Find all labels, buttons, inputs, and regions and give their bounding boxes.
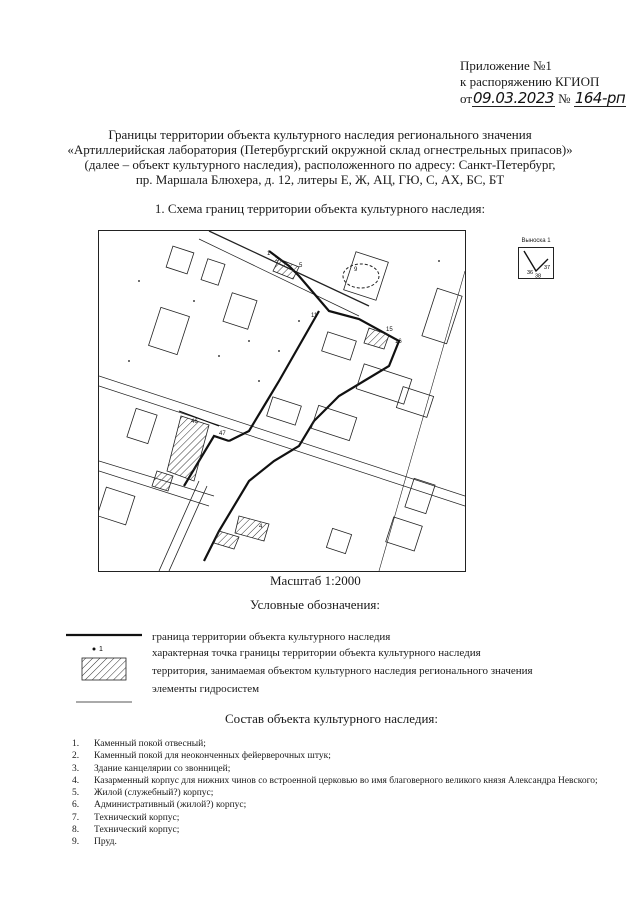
roads	[99, 231, 465, 571]
list-item: 8. Технический корпус;	[72, 825, 180, 836]
legend-territory-swatch	[82, 658, 126, 680]
map-scale: Масштаб 1:2000	[270, 573, 361, 588]
legend-item: элементы гидросистем	[152, 683, 260, 695]
composition-list	[72, 738, 602, 849]
buildings	[99, 246, 462, 553]
appendix-block	[460, 58, 626, 107]
svg-text:46: 46	[191, 419, 198, 425]
svg-text:5: 5	[299, 263, 303, 269]
svg-text:16: 16	[395, 339, 402, 345]
svg-text:11: 11	[311, 313, 318, 319]
legend-symbols	[66, 628, 142, 710]
map-drawing	[99, 231, 465, 571]
svg-text:37: 37	[544, 265, 551, 271]
svg-text:38: 38	[535, 273, 542, 279]
document-title	[60, 127, 580, 187]
legend-item: территория, занимаемая объектом культурного наследия регионального значения	[152, 665, 533, 677]
list-item: 4. Казарменный корпус для нижних чинов со встроенной церковью во имя благоверного великого князя Александра Невского;	[72, 775, 598, 786]
svg-text:15: 15	[386, 327, 393, 333]
svg-text:9: 9	[354, 267, 358, 273]
svg-text:36: 36	[527, 270, 534, 276]
callout-label: Выноска 1	[521, 238, 551, 244]
boundary-map	[98, 230, 466, 572]
composition-title: Состав объекта культурного наследия:	[225, 711, 439, 726]
from-label: от	[460, 91, 473, 106]
territory-boundary	[179, 251, 399, 561]
list-item: 9. Пруд.	[72, 837, 117, 848]
handwritten-date: 09.03.2023	[473, 89, 554, 107]
svg-text:1: 1	[267, 251, 271, 257]
callout-box	[512, 238, 560, 284]
callout-diagram	[518, 247, 554, 279]
list-item: 2. Каменный покой для неоконченных фейерверочных штук;	[72, 751, 331, 762]
svg-text:1: 1	[99, 646, 103, 653]
legend-point	[93, 648, 96, 651]
title-line: пр. Маршала Блюхера, д. 12, литеры Е, Ж, АЦ, ГЮ, С, АХ, БС, БТ	[135, 172, 505, 187]
map-labels	[191, 251, 402, 530]
title-line: Границы территории объекта культурного наследия регионального значения	[108, 127, 532, 142]
svg-text:2: 2	[275, 257, 279, 263]
appendix-line2: к распоряжению КГИОП	[460, 74, 600, 89]
list-item: 1. Каменный покой отвесный;	[72, 739, 206, 749]
handwritten-number: 164-рп	[574, 89, 626, 107]
legend-item: граница территории объекта культурного наследия	[152, 631, 391, 643]
list-item: 7. Технический корпус;	[72, 812, 180, 823]
svg-text:4: 4	[259, 524, 263, 530]
svg-text:47: 47	[219, 431, 226, 437]
park-dots	[128, 260, 440, 382]
legend-title: Условные обозначения:	[250, 597, 381, 612]
list-item: 3. Здание канцелярии со звонницей;	[72, 763, 231, 774]
legend-item: характерная точка границы территории объекта культурного наследия	[152, 647, 481, 659]
list-item: 5. Жилой (служебный?) корпус;	[72, 788, 214, 799]
number-label: №	[558, 91, 571, 106]
appendix-date-line	[460, 90, 626, 107]
title-line: (далее – объект культурного наследия), расположенного по адресу: Санкт-Петербург,	[84, 157, 556, 172]
list-item: 6. Административный (жилой?) корпус;	[72, 800, 247, 811]
title-line: «Артиллерийская лаборатория (Петербургский окружной склад огнестрельных припасов)»	[67, 142, 573, 157]
scheme-title: 1. Схема границ территории объекта культурного наследия:	[154, 201, 486, 216]
appendix-line1: Приложение №1	[460, 58, 552, 73]
